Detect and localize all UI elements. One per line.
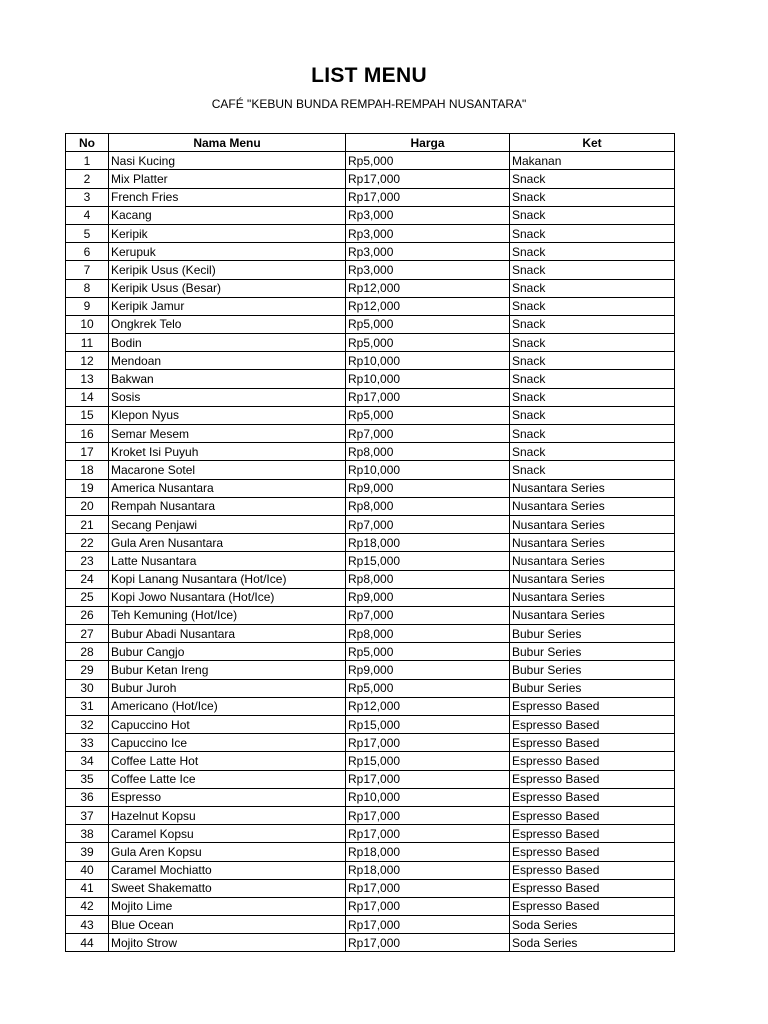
cell-no: 36 bbox=[66, 788, 109, 806]
table-row bbox=[66, 825, 675, 843]
table-row bbox=[66, 170, 675, 188]
cell-menu-name: Coffee Latte Ice bbox=[109, 770, 346, 788]
cell-menu-name: Mojito Strow bbox=[109, 934, 346, 952]
cell-price: Rp17,000 bbox=[346, 188, 510, 206]
table-row bbox=[66, 152, 675, 170]
cell-price: Rp9,000 bbox=[346, 661, 510, 679]
cell-menu-name: Bakwan bbox=[109, 370, 346, 388]
table-row bbox=[66, 425, 675, 443]
table-row bbox=[66, 879, 675, 897]
cell-ket: Espresso Based bbox=[510, 752, 675, 770]
cell-ket: Nusantara Series bbox=[510, 515, 675, 533]
cell-menu-name: Nasi Kucing bbox=[109, 152, 346, 170]
cell-no: 41 bbox=[66, 879, 109, 897]
cell-no: 1 bbox=[66, 152, 109, 170]
cell-price: Rp9,000 bbox=[346, 479, 510, 497]
cell-price: Rp17,000 bbox=[346, 170, 510, 188]
cell-ket: Espresso Based bbox=[510, 770, 675, 788]
cell-ket: Snack bbox=[510, 315, 675, 333]
cell-menu-name: Sosis bbox=[109, 388, 346, 406]
cell-menu-name: Mendoan bbox=[109, 352, 346, 370]
cell-price: Rp3,000 bbox=[346, 224, 510, 242]
table-row bbox=[66, 661, 675, 679]
cell-ket: Snack bbox=[510, 425, 675, 443]
cell-menu-name: Coffee Latte Hot bbox=[109, 752, 346, 770]
table-row bbox=[66, 497, 675, 515]
cell-price: Rp7,000 bbox=[346, 606, 510, 624]
cell-price: Rp10,000 bbox=[346, 461, 510, 479]
cell-no: 35 bbox=[66, 770, 109, 788]
cell-no: 42 bbox=[66, 897, 109, 915]
cell-menu-name: Macarone Sotel bbox=[109, 461, 346, 479]
cell-no: 3 bbox=[66, 188, 109, 206]
cell-price: Rp15,000 bbox=[346, 716, 510, 734]
cell-ket: Snack bbox=[510, 443, 675, 461]
table-header-row bbox=[66, 134, 675, 152]
table-row bbox=[66, 570, 675, 588]
cell-ket: Bubur Series bbox=[510, 625, 675, 643]
cell-menu-name: Bodin bbox=[109, 334, 346, 352]
cell-price: Rp17,000 bbox=[346, 825, 510, 843]
header-ket: Ket bbox=[510, 134, 675, 152]
cell-price: Rp15,000 bbox=[346, 752, 510, 770]
cell-menu-name: Keripik Usus (Besar) bbox=[109, 279, 346, 297]
cell-menu-name: Teh Kemuning (Hot/Ice) bbox=[109, 606, 346, 624]
cell-ket: Snack bbox=[510, 406, 675, 424]
cell-ket: Espresso Based bbox=[510, 734, 675, 752]
cell-price: Rp12,000 bbox=[346, 697, 510, 715]
cell-menu-name: Bubur Juroh bbox=[109, 679, 346, 697]
cell-price: Rp17,000 bbox=[346, 879, 510, 897]
cell-no: 39 bbox=[66, 843, 109, 861]
cell-price: Rp9,000 bbox=[346, 588, 510, 606]
cell-no: 43 bbox=[66, 916, 109, 934]
cell-ket: Nusantara Series bbox=[510, 570, 675, 588]
cell-price: Rp18,000 bbox=[346, 861, 510, 879]
table-row bbox=[66, 916, 675, 934]
cell-ket: Nusantara Series bbox=[510, 552, 675, 570]
cell-ket: Espresso Based bbox=[510, 825, 675, 843]
table-row bbox=[66, 243, 675, 261]
cell-ket: Espresso Based bbox=[510, 843, 675, 861]
cell-price: Rp8,000 bbox=[346, 443, 510, 461]
table-row bbox=[66, 188, 675, 206]
cell-menu-name: Kroket Isi Puyuh bbox=[109, 443, 346, 461]
cell-menu-name: Kopi Lanang Nusantara (Hot/Ice) bbox=[109, 570, 346, 588]
cell-ket: Espresso Based bbox=[510, 897, 675, 915]
table-row bbox=[66, 224, 675, 242]
table-row bbox=[66, 352, 675, 370]
page-subtitle: CAFÉ "KEBUN BUNDA REMPAH-REMPAH NUSANTARA" bbox=[211, 97, 527, 111]
cell-price: Rp10,000 bbox=[346, 788, 510, 806]
cell-ket: Snack bbox=[510, 206, 675, 224]
header-no: No bbox=[66, 134, 109, 152]
cell-no: 6 bbox=[66, 243, 109, 261]
cell-no: 21 bbox=[66, 515, 109, 533]
cell-no: 30 bbox=[66, 679, 109, 697]
cell-menu-name: Keripik bbox=[109, 224, 346, 242]
cell-ket: Espresso Based bbox=[510, 861, 675, 879]
cell-ket: Nusantara Series bbox=[510, 606, 675, 624]
header-name: Nama Menu bbox=[109, 134, 346, 152]
cell-menu-name: Bubur Ketan Ireng bbox=[109, 661, 346, 679]
cell-menu-name: Rempah Nusantara bbox=[109, 497, 346, 515]
cell-menu-name: Bubur Abadi Nusantara bbox=[109, 625, 346, 643]
cell-menu-name: Ongkrek Telo bbox=[109, 315, 346, 333]
cell-menu-name: Kerupuk bbox=[109, 243, 346, 261]
cell-no: 33 bbox=[66, 734, 109, 752]
cell-price: Rp18,000 bbox=[346, 843, 510, 861]
cell-no: 27 bbox=[66, 625, 109, 643]
page-title: LIST MENU bbox=[311, 64, 427, 87]
table-row bbox=[66, 552, 675, 570]
cell-menu-name: Kacang bbox=[109, 206, 346, 224]
cell-menu-name: Capuccino Hot bbox=[109, 716, 346, 734]
cell-menu-name: Semar Mesem bbox=[109, 425, 346, 443]
cell-ket: Espresso Based bbox=[510, 697, 675, 715]
table-row bbox=[66, 479, 675, 497]
cell-ket: Espresso Based bbox=[510, 806, 675, 824]
cell-price: Rp10,000 bbox=[346, 370, 510, 388]
cell-menu-name: French Fries bbox=[109, 188, 346, 206]
cell-no: 2 bbox=[66, 170, 109, 188]
cell-ket: Nusantara Series bbox=[510, 497, 675, 515]
cell-ket: Snack bbox=[510, 461, 675, 479]
cell-no: 24 bbox=[66, 570, 109, 588]
cell-ket: Snack bbox=[510, 261, 675, 279]
cell-no: 32 bbox=[66, 716, 109, 734]
cell-price: Rp5,000 bbox=[346, 315, 510, 333]
cell-no: 4 bbox=[66, 206, 109, 224]
cell-no: 28 bbox=[66, 643, 109, 661]
cell-no: 16 bbox=[66, 425, 109, 443]
cell-ket: Soda Series bbox=[510, 934, 675, 952]
cell-ket: Espresso Based bbox=[510, 879, 675, 897]
table-row bbox=[66, 934, 675, 952]
cell-no: 20 bbox=[66, 497, 109, 515]
cell-no: 7 bbox=[66, 261, 109, 279]
cell-price: Rp17,000 bbox=[346, 916, 510, 934]
cell-price: Rp3,000 bbox=[346, 206, 510, 224]
table-row bbox=[66, 534, 675, 552]
cell-menu-name: Blue Ocean bbox=[109, 916, 346, 934]
cell-menu-name: Secang Penjawi bbox=[109, 515, 346, 533]
table-row bbox=[66, 697, 675, 715]
cell-no: 29 bbox=[66, 661, 109, 679]
cell-price: Rp5,000 bbox=[346, 334, 510, 352]
table-row bbox=[66, 806, 675, 824]
cell-menu-name: Hazelnut Kopsu bbox=[109, 806, 346, 824]
cell-ket: Makanan bbox=[510, 152, 675, 170]
cell-ket: Snack bbox=[510, 170, 675, 188]
header-price: Harga bbox=[346, 134, 510, 152]
cell-price: Rp17,000 bbox=[346, 934, 510, 952]
table-row bbox=[66, 770, 675, 788]
cell-no: 25 bbox=[66, 588, 109, 606]
cell-ket: Snack bbox=[510, 352, 675, 370]
cell-no: 34 bbox=[66, 752, 109, 770]
cell-no: 31 bbox=[66, 697, 109, 715]
cell-menu-name: America Nusantara bbox=[109, 479, 346, 497]
table-row bbox=[66, 370, 675, 388]
cell-ket: Bubur Series bbox=[510, 679, 675, 697]
cell-menu-name: Caramel Mochiatto bbox=[109, 861, 346, 879]
cell-no: 9 bbox=[66, 297, 109, 315]
cell-no: 5 bbox=[66, 224, 109, 242]
table-row bbox=[66, 206, 675, 224]
menu-table bbox=[65, 133, 675, 952]
cell-price: Rp3,000 bbox=[346, 261, 510, 279]
cell-menu-name: Kopi Jowo Nusantara (Hot/Ice) bbox=[109, 588, 346, 606]
cell-price: Rp17,000 bbox=[346, 897, 510, 915]
cell-no: 15 bbox=[66, 406, 109, 424]
cell-no: 23 bbox=[66, 552, 109, 570]
cell-menu-name: Keripik Usus (Kecil) bbox=[109, 261, 346, 279]
table-row bbox=[66, 443, 675, 461]
cell-price: Rp17,000 bbox=[346, 734, 510, 752]
table-row bbox=[66, 643, 675, 661]
cell-ket: Snack bbox=[510, 388, 675, 406]
cell-price: Rp7,000 bbox=[346, 425, 510, 443]
cell-menu-name: Sweet Shakematto bbox=[109, 879, 346, 897]
cell-price: Rp5,000 bbox=[346, 152, 510, 170]
cell-ket: Snack bbox=[510, 279, 675, 297]
cell-no: 40 bbox=[66, 861, 109, 879]
cell-price: Rp12,000 bbox=[346, 297, 510, 315]
cell-no: 17 bbox=[66, 443, 109, 461]
cell-menu-name: Espresso bbox=[109, 788, 346, 806]
cell-price: Rp17,000 bbox=[346, 806, 510, 824]
cell-ket: Nusantara Series bbox=[510, 588, 675, 606]
cell-ket: Snack bbox=[510, 297, 675, 315]
table-row bbox=[66, 297, 675, 315]
table-row bbox=[66, 861, 675, 879]
cell-no: 22 bbox=[66, 534, 109, 552]
cell-menu-name: Mojito Lime bbox=[109, 897, 346, 915]
cell-no: 26 bbox=[66, 606, 109, 624]
cell-no: 10 bbox=[66, 315, 109, 333]
cell-price: Rp10,000 bbox=[346, 352, 510, 370]
table-body bbox=[66, 152, 675, 952]
cell-menu-name: Klepon Nyus bbox=[109, 406, 346, 424]
cell-menu-name: Latte Nusantara bbox=[109, 552, 346, 570]
cell-no: 12 bbox=[66, 352, 109, 370]
cell-price: Rp12,000 bbox=[346, 279, 510, 297]
cell-ket: Espresso Based bbox=[510, 716, 675, 734]
table-row bbox=[66, 606, 675, 624]
cell-menu-name: Bubur Cangjo bbox=[109, 643, 346, 661]
table-row bbox=[66, 843, 675, 861]
cell-menu-name: Mix Platter bbox=[109, 170, 346, 188]
cell-ket: Snack bbox=[510, 243, 675, 261]
cell-no: 38 bbox=[66, 825, 109, 843]
cell-menu-name: Capuccino Ice bbox=[109, 734, 346, 752]
cell-price: Rp3,000 bbox=[346, 243, 510, 261]
table-row bbox=[66, 279, 675, 297]
table-row bbox=[66, 406, 675, 424]
cell-no: 44 bbox=[66, 934, 109, 952]
cell-ket: Nusantara Series bbox=[510, 534, 675, 552]
table-row bbox=[66, 261, 675, 279]
cell-menu-name: Gula Aren Nusantara bbox=[109, 534, 346, 552]
cell-price: Rp8,000 bbox=[346, 497, 510, 515]
cell-price: Rp5,000 bbox=[346, 679, 510, 697]
table-row bbox=[66, 897, 675, 915]
cell-ket: Snack bbox=[510, 224, 675, 242]
table-row bbox=[66, 315, 675, 333]
table-row bbox=[66, 461, 675, 479]
cell-ket: Snack bbox=[510, 334, 675, 352]
table-row bbox=[66, 388, 675, 406]
cell-price: Rp18,000 bbox=[346, 534, 510, 552]
cell-price: Rp8,000 bbox=[346, 625, 510, 643]
cell-menu-name: Gula Aren Kopsu bbox=[109, 843, 346, 861]
table-row bbox=[66, 734, 675, 752]
cell-no: 14 bbox=[66, 388, 109, 406]
table-row bbox=[66, 679, 675, 697]
cell-menu-name: Keripik Jamur bbox=[109, 297, 346, 315]
cell-no: 19 bbox=[66, 479, 109, 497]
cell-menu-name: Caramel Kopsu bbox=[109, 825, 346, 843]
cell-no: 37 bbox=[66, 806, 109, 824]
cell-price: Rp5,000 bbox=[346, 643, 510, 661]
cell-price: Rp15,000 bbox=[346, 552, 510, 570]
table-row bbox=[66, 788, 675, 806]
table-row bbox=[66, 625, 675, 643]
table-row bbox=[66, 716, 675, 734]
cell-menu-name: Americano (Hot/Ice) bbox=[109, 697, 346, 715]
cell-ket: Bubur Series bbox=[510, 661, 675, 679]
cell-ket: Nusantara Series bbox=[510, 479, 675, 497]
table-row bbox=[66, 334, 675, 352]
cell-price: Rp7,000 bbox=[346, 515, 510, 533]
cell-ket: Soda Series bbox=[510, 916, 675, 934]
cell-ket: Snack bbox=[510, 370, 675, 388]
cell-ket: Bubur Series bbox=[510, 643, 675, 661]
cell-price: Rp17,000 bbox=[346, 770, 510, 788]
cell-price: Rp17,000 bbox=[346, 388, 510, 406]
cell-ket: Snack bbox=[510, 188, 675, 206]
table-row bbox=[66, 515, 675, 533]
cell-no: 11 bbox=[66, 334, 109, 352]
cell-no: 13 bbox=[66, 370, 109, 388]
cell-ket: Espresso Based bbox=[510, 788, 675, 806]
cell-no: 18 bbox=[66, 461, 109, 479]
cell-price: Rp8,000 bbox=[346, 570, 510, 588]
table-row bbox=[66, 752, 675, 770]
cell-no: 8 bbox=[66, 279, 109, 297]
table-row bbox=[66, 588, 675, 606]
cell-price: Rp5,000 bbox=[346, 406, 510, 424]
